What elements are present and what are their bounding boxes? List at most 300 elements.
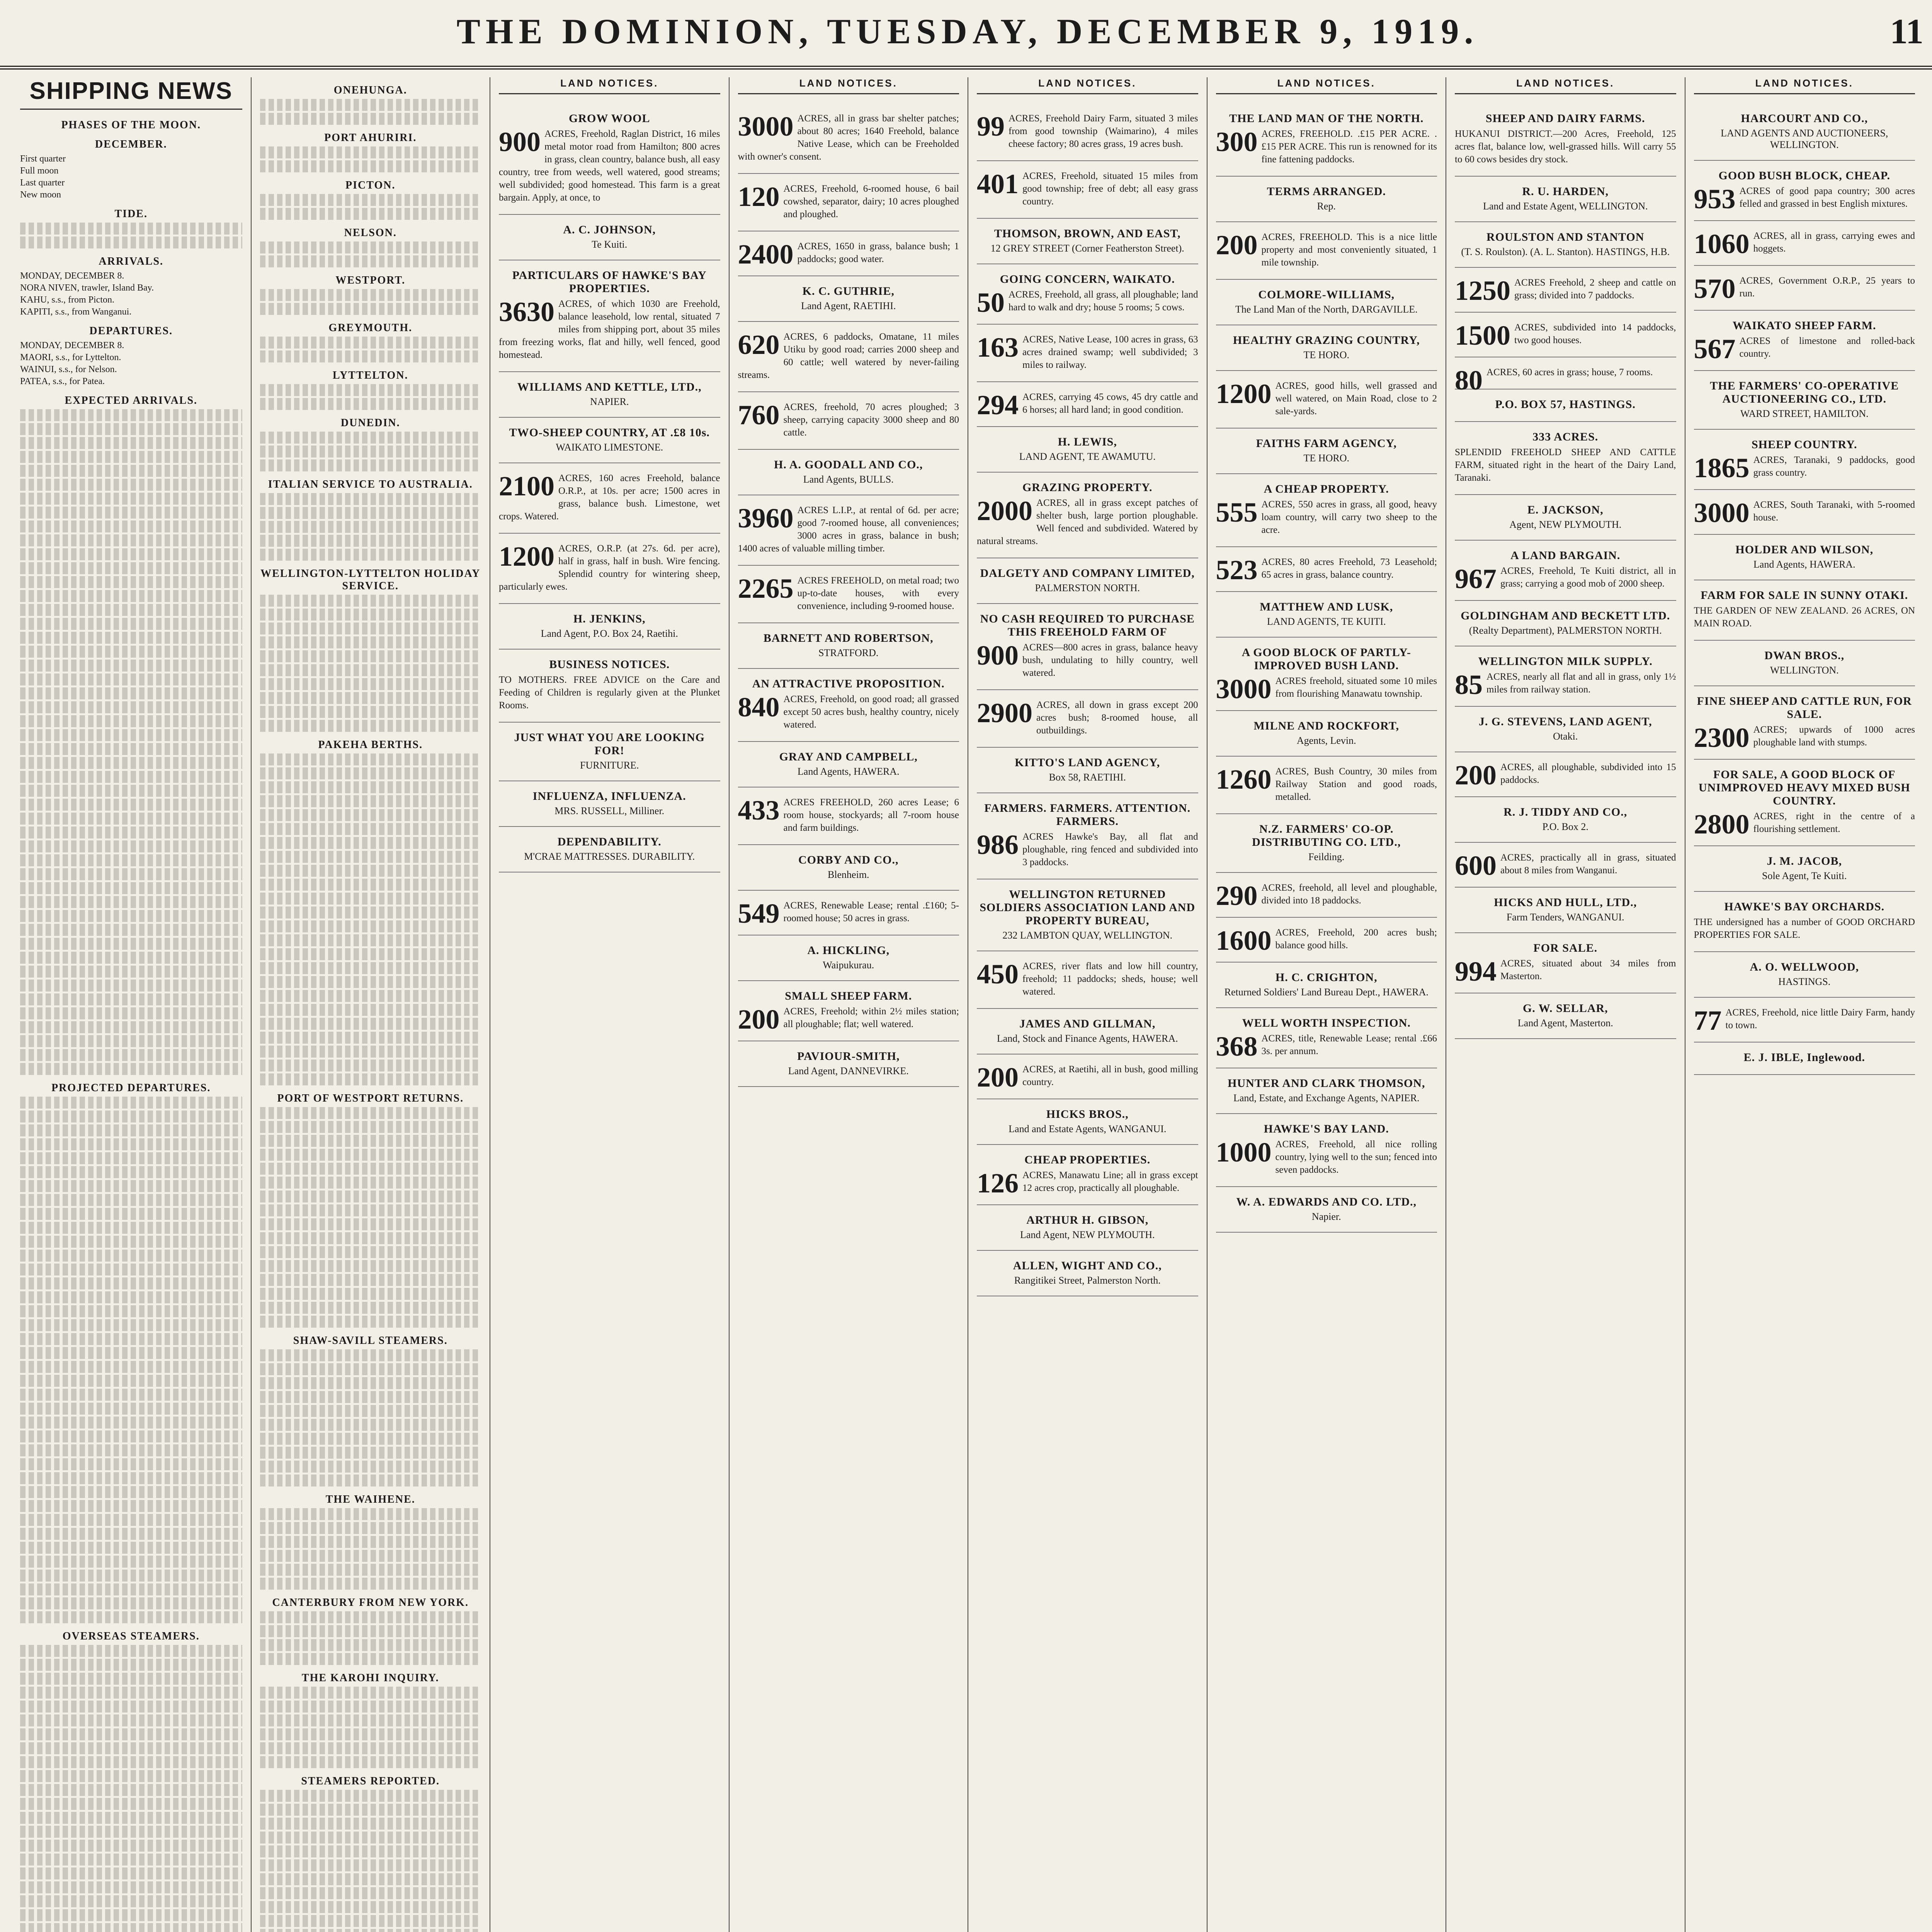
ad-body: HUKANUI DISTRICT.—200 Acres, Freehold, 125 acres flat, balance low, well-grassed hills. Will carry 55 to 60 cows besides dry stock.: [1455, 129, 1676, 165]
land-advertisement: [499, 215, 720, 260]
land-advertisement: [499, 463, 720, 534]
ad-title: JAMES AND GILLMAN,: [1019, 1017, 1156, 1030]
ad-paragraph: [738, 239, 959, 270]
ad-body: ACRES, 60 acres in grass; house, 7 rooms.: [1486, 367, 1653, 378]
ad-body: ACRES, right in the centre of a flourishing settlement.: [1753, 811, 1915, 834]
land-advertisement: [1216, 1114, 1437, 1187]
moon-phase: First quarter: [20, 154, 66, 164]
ad-title: KITTO'S LAND AGENCY,: [1015, 756, 1160, 769]
ad-paragraph: [977, 333, 1198, 371]
land-advertisement: [977, 104, 1198, 161]
ad-paragraph: [1216, 554, 1437, 585]
ad-acreage: 50: [977, 287, 1005, 318]
ad-acreage: 163: [977, 332, 1019, 363]
ad-subline: Land Agents, HAWERA.: [797, 766, 900, 777]
ad-subline: Te Kuiti.: [592, 239, 628, 250]
land-advertisement: [1216, 547, 1437, 592]
ad-acreage: 953: [1694, 184, 1736, 214]
land-advertisement: [499, 104, 720, 215]
ad-acreage: 200: [1455, 760, 1497, 791]
ad-title: HICKS AND HULL, LTD.,: [1494, 896, 1637, 909]
arrivals-list: [20, 270, 242, 318]
ad-title: GRAZING PROPERTY.: [1022, 481, 1153, 494]
ad-subline: (T. S. Roulston). (A. L. Stanton). HASTINGS, H.B.: [1461, 246, 1670, 257]
ad-title: THOMSON, BROWN, AND EAST,: [994, 227, 1181, 240]
ad-title: NO CASH REQUIRED TO PURCHASE THIS FREEHOLD FARM OF: [980, 612, 1195, 638]
land-advertisement: [1216, 104, 1437, 177]
ad-subline: WARD STREET, HAMILTON.: [1740, 408, 1869, 419]
ad-title: H. LEWIS,: [1058, 435, 1117, 448]
ad-body: ACRES, freehold, 70 acres ploughed; 3 sheep, carrying capacity 3000 sheep and 80 cattle.: [783, 402, 959, 438]
projected-heading: PROJECTED DEPARTURES.: [51, 1082, 211, 1094]
ad-title: H. C. CRIGHTON,: [1275, 971, 1378, 984]
ad-paragraph: [1455, 669, 1676, 700]
news-heading: PAKEHA BERTHS.: [318, 739, 423, 751]
ad-body: ACRES, all in grass, carrying ewes and hoggets.: [1753, 231, 1915, 254]
column-land-notices-2: [729, 77, 968, 1932]
column-land-notices-3: [968, 77, 1207, 1932]
moon-phase: Last quarter: [20, 178, 65, 188]
ad-title: FARMERS. FARMERS. ATTENTION. FARMERS.: [984, 802, 1191, 828]
ad-acreage: 300: [1216, 126, 1258, 157]
ad-title: FOR SALE, A GOOD BLOCK OF UNIMPROVED HEAVY MIXED BUSH COUNTRY.: [1698, 768, 1910, 807]
ad-body: ACRES, river flats and low hill country, freehold; 11 paddocks; sheds, house; well watered.: [1022, 961, 1198, 997]
land-advertisement: [738, 742, 959, 787]
ad-paragraph: [1455, 760, 1676, 791]
port-heading: DUNEDIN.: [340, 417, 400, 429]
land-advertisement: [1694, 161, 1915, 221]
land-advertisement: [977, 1009, 1198, 1054]
ad-paragraph: [1216, 498, 1437, 536]
land-advertisement: [499, 372, 720, 418]
ad-subline: HASTINGS.: [1778, 976, 1831, 987]
ad-acreage: 1060: [1694, 228, 1750, 259]
ad-paragraph: [1216, 765, 1437, 803]
ad-title: FOR SALE.: [1533, 942, 1598, 954]
ad-title: HICKS BROS.,: [1046, 1108, 1129, 1121]
ad-body: ACRES, all ploughable, subdivided into 15 paddocks.: [1500, 762, 1676, 785]
overseas-heading: OVERSEAS STEAMERS.: [62, 1630, 200, 1642]
land-advertisement: [738, 322, 959, 392]
ad-subline: Blenheim.: [827, 869, 869, 880]
land-advertisement: [977, 748, 1198, 793]
land-advertisement: [1694, 371, 1915, 430]
ad-acreage: 994: [1455, 956, 1497, 987]
ad-paragraph: [977, 830, 1198, 869]
ad-subline: Returned Soldiers' Land Bureau Dept., HAWERA.: [1224, 986, 1429, 998]
ad-title: WELL WORTH INSPECTION.: [1242, 1017, 1411, 1029]
land-advertisement: [738, 669, 959, 742]
ad-acreage: 2300: [1694, 722, 1750, 753]
land-advertisement: [738, 231, 959, 276]
ad-acreage: 620: [738, 329, 780, 360]
ad-title: PAVIOUR-SMITH,: [797, 1050, 900, 1063]
ad-paragraph: [977, 1168, 1198, 1199]
departure-line: WAINUI, s.s., for Nelson.: [20, 364, 117, 374]
ad-title: FINE SHEEP AND CATTLE RUN, FOR SALE.: [1697, 695, 1912, 721]
land-advertisement: [1694, 641, 1915, 686]
ad-subline: Land Agent, P.O. Box 24, Raetihi.: [541, 628, 678, 639]
land-advertisement: [1694, 952, 1915, 998]
column-shipping-continued: [251, 77, 490, 1932]
ad-title: WELLINGTON MILK SUPPLY.: [1478, 655, 1653, 668]
moon-phase: New moon: [20, 190, 61, 200]
ad-acreage: 555: [1216, 497, 1258, 528]
ad-paragraph: [1694, 452, 1915, 483]
port-heading: WESTPORT.: [335, 274, 406, 286]
arrival-line: MONDAY, DECEMBER 8.: [20, 271, 124, 281]
land-advertisement: [1455, 752, 1676, 797]
column-land-notices-5: [1446, 77, 1685, 1932]
ad-acreage: 986: [977, 829, 1019, 860]
land-advertisement: [977, 1054, 1198, 1099]
news-heading: PORT OF WESTPORT RETURNS.: [277, 1092, 464, 1104]
ad-subline: Land, Estate, and Exchange Agents, NAPIER.: [1233, 1092, 1420, 1104]
ad-title: E. JACKSON,: [1527, 503, 1604, 516]
ad-title: CHEAP PROPERTIES.: [1024, 1153, 1151, 1166]
ad-acreage: 200: [1216, 230, 1258, 260]
ad-paragraph: [738, 182, 959, 221]
ad-body: ACRES, Renewable Lease; rental .£160; 5-roomed house; 50 acres in grass.: [783, 900, 959, 923]
land-advertisement: [1216, 325, 1437, 371]
ad-title: TERMS ARRANGED.: [1267, 185, 1386, 198]
news-heading: CANTERBURY FROM NEW YORK.: [272, 1597, 469, 1609]
land-advertisement: [977, 690, 1198, 748]
land-advertisement: [1455, 646, 1676, 707]
ad-paragraph: [977, 287, 1198, 318]
ad-title: HAWKE'S BAY LAND.: [1264, 1122, 1389, 1135]
ad-subline: (Realty Department), PALMERSTON NORTH.: [1469, 625, 1662, 636]
ad-title: ALLEN, WIGHT AND CO.,: [1013, 1259, 1162, 1272]
ad-acreage: 840: [738, 692, 780, 723]
port-heading: GREYMOUTH.: [328, 322, 413, 334]
ad-paragraph: [1694, 1005, 1915, 1036]
land-advertisement: [977, 951, 1198, 1009]
ad-acreage: 2100: [499, 471, 554, 502]
land-advertisement: [1455, 797, 1676, 843]
land-advertisement: [977, 427, 1198, 473]
ad-body: ACRES, Government O.R.P., 25 years to run.: [1739, 276, 1915, 299]
land-advertisement: [977, 219, 1198, 264]
land-advertisement: [1694, 998, 1915, 1043]
land-advertisement: [1694, 221, 1915, 266]
ad-acreage: 3000: [1216, 673, 1272, 704]
ad-paragraph: [1216, 1138, 1437, 1176]
ad-subline: M'CRAE MATTRESSES. DURABILITY.: [524, 851, 695, 862]
ad-title: 333 ACRES.: [1532, 430, 1599, 443]
port-heading: NELSON.: [344, 227, 397, 239]
land-advertisement: [1216, 592, 1437, 638]
ad-title: HEALTHY GRAZING COUNTRY,: [1233, 334, 1420, 347]
ad-paragraph: [738, 574, 959, 612]
land-advertisement: [977, 161, 1198, 219]
land-advertisement: [977, 879, 1198, 951]
ad-paragraph: [1694, 497, 1915, 528]
land-advertisement: [1455, 422, 1676, 495]
ad-title: A. HICKLING,: [807, 944, 890, 957]
ad-paragraph: [738, 1004, 959, 1035]
ad-paragraph: [1216, 128, 1437, 166]
land-advertisement: [1455, 357, 1676, 396]
ad-acreage: 1200: [499, 541, 554, 572]
ad-body: SPLENDID FREEHOLD SHEEP AND CATTLE FARM, situated right in the heart of the Dairy Land, Taranaki.: [1455, 447, 1676, 483]
ad-acreage: 1000: [1216, 1137, 1272, 1168]
ad-subline: The Land Man of the North, DARGAVILLE.: [1235, 304, 1418, 315]
month-heading: DECEMBER.: [95, 138, 167, 150]
land-advertisement: [1694, 846, 1915, 892]
ad-title: MILNE AND ROCKFORT,: [1253, 719, 1400, 732]
ad-title: ARTHUR H. GIBSON,: [1026, 1214, 1149, 1226]
port-heading: PICTON.: [345, 179, 396, 191]
news-heading: WELLINGTON-LYTTELTON HOLIDAY SERVICE.: [260, 568, 481, 592]
ad-body: ACRES of good papa country; 300 acres felled and grassed in best English mixtures.: [1739, 186, 1915, 209]
moon-phase: Full moon: [20, 166, 59, 176]
ad-subline: LAND AGENT, TE AWAMUTU.: [1019, 451, 1156, 462]
ad-acreage: 368: [1216, 1031, 1258, 1062]
ad-body: ACRES; upwards of 1000 acres ploughable land with stumps.: [1753, 724, 1915, 748]
ad-subline: Waipukurau.: [823, 959, 874, 971]
land-advertisement: [738, 450, 959, 495]
ad-title: GOING CONCERN, WAIKATO.: [1000, 273, 1175, 286]
ad-body: ACRES, Bush Country, 30 miles from Railway Station and good roads, metalled.: [1275, 766, 1437, 802]
ad-paragraph: [738, 330, 959, 381]
column-shipping: [12, 77, 251, 1932]
port-heading: LYTTELTON.: [332, 369, 408, 381]
ad-body: ACRES FREEHOLD, on metal road; two up-to-date houses, with every convenience, including 9-roomed house.: [797, 575, 959, 611]
land-advertisement: [499, 534, 720, 604]
ad-title: R. U. HARDEN,: [1522, 185, 1609, 198]
land-advertisement: [1694, 104, 1915, 161]
land-advertisement: [1694, 686, 1915, 760]
ad-paragraph: [1216, 1031, 1437, 1062]
ad-acreage: 200: [738, 1004, 780, 1035]
land-advertisement: [1216, 814, 1437, 873]
ad-body: ACRES, Freehold, all nice rolling country, lying well to the sun; fenced into seven paddocks.: [1275, 1139, 1437, 1175]
ad-body: ACRES, FREEHOLD. This is a nice little property and most conveniently situated, 1 mile township.: [1261, 232, 1437, 268]
ad-title: A. O. WELLWOOD,: [1750, 961, 1859, 973]
land-advertisement: [977, 325, 1198, 382]
ad-body: ACRES, Freehold Dairy Farm, situated 3 miles from good township (Waimarino), 4 miles cheese factory; 80 acres grass, 19 acres bush.: [1009, 113, 1198, 149]
ad-paragraph: [1694, 809, 1915, 840]
page-number: 11: [1890, 12, 1923, 51]
ad-paragraph: [1455, 850, 1676, 881]
ad-paragraph: [1694, 722, 1915, 753]
ad-body: ACRES freehold, situated some 10 miles from flourishing Manawatu township.: [1275, 676, 1437, 699]
land-advertisement: [1694, 430, 1915, 490]
ad-body: ACRES, of which 1030 are Freehold, balance leasehold, low rental, situated 7 miles from shipping port, about 35 miles from freezing works, flat and hilly, well fenced, good homestead.: [499, 299, 720, 360]
land-advertisement: [1455, 177, 1676, 222]
ad-body: ACRES Freehold, 2 sheep and cattle on grass; divided into 7 paddocks.: [1514, 277, 1676, 301]
land-advertisement: [1455, 888, 1676, 933]
ad-body: ACRES, Freehold, 200 acres bush; balance good hills.: [1275, 927, 1437, 951]
ad-acreage: 570: [1694, 273, 1736, 304]
land-advertisement: [499, 650, 720, 723]
ad-body: ACRES, O.R.P. (at 27s. 6d. per acre), half in grass, half in bush. Wire fencing. Splendid country for wintering sheep, particularly ewes.: [499, 543, 720, 592]
ad-title: GRAY AND CAMPBELL,: [779, 750, 918, 763]
land-advertisement: [1455, 541, 1676, 601]
ad-acreage: 126: [977, 1168, 1019, 1199]
ad-paragraph: [738, 898, 959, 929]
section-heading: LAND NOTICES.: [499, 77, 720, 94]
ad-body: ACRES, Freehold, on good road; all grassed except 50 acres bush, healthy country, nicely watered.: [783, 694, 959, 730]
ad-title: BARNETT AND ROBERTSON,: [763, 632, 934, 645]
ad-subline: Napier.: [1311, 1211, 1341, 1222]
ad-body: ACRES, all down in grass except 200 acres bush; 8-roomed house, all outbuildings.: [1036, 700, 1198, 736]
land-advertisement: [738, 623, 959, 669]
ad-body: ACRES, Freehold, Te Kuiti district, all in grass; carrying a good mob of 2000 sheep.: [1500, 566, 1676, 589]
departure-line: MAORI, s.s., for Lyttelton.: [20, 352, 121, 362]
land-advertisement: [1216, 1187, 1437, 1233]
ad-subline: PALMERSTON NORTH.: [1035, 582, 1140, 594]
ad-body: ACRES, 550 acres in grass, all good, heavy loam country, will carry two sheep to the acre.: [1261, 499, 1437, 535]
section-heading: LAND NOTICES.: [1455, 77, 1676, 94]
ad-subline: Land Agents, HAWERA.: [1753, 559, 1855, 570]
ad-subline: TE HORO.: [1303, 349, 1349, 361]
land-advertisement: [1694, 1043, 1915, 1075]
ad-paragraph: [977, 389, 1198, 420]
ad-paragraph: [738, 693, 959, 731]
port-heading: PORT AHURIRI.: [324, 132, 417, 144]
land-advertisement: [1455, 843, 1676, 888]
shipping-title: SHIPPING NEWS: [20, 77, 242, 110]
departures-heading: DEPARTURES.: [89, 325, 173, 337]
ad-paragraph: [1455, 365, 1676, 396]
ad-acreage: 1250: [1455, 275, 1510, 306]
arrival-line: NORA NIVEN, trawler, Island Bay.: [20, 283, 154, 293]
land-advertisement: [1216, 280, 1437, 325]
ad-paragraph: [1694, 228, 1915, 259]
ad-title: P.O. BOX 57, HASTINGS.: [1495, 398, 1636, 411]
ad-subline: Farm Tenders, WANGANUI.: [1506, 912, 1624, 923]
ad-acreage: 1200: [1216, 378, 1272, 409]
ad-title: WILLIAMS AND KETTLE, LTD.,: [517, 381, 702, 393]
ad-title: DALGETY AND COMPANY LIMITED,: [980, 567, 1195, 580]
land-advertisement: [977, 604, 1198, 690]
feature-heading: ITALIAN SERVICE TO AUSTRALIA.: [268, 478, 473, 490]
ad-title: INFLUENZA, INFLUENZA.: [532, 790, 686, 803]
land-advertisement: [977, 1099, 1198, 1145]
land-advertisement: [1216, 873, 1437, 918]
column-land-notices-6: [1685, 77, 1924, 1932]
ad-body: ACRES Hawke's Bay, all flat and ploughable, ring fenced and subdivided into 3 paddocks.: [1022, 832, 1198, 867]
ad-title: GOOD BUSH BLOCK, CHEAP.: [1718, 169, 1890, 182]
ad-acreage: 600: [1455, 850, 1497, 881]
ad-body: THE undersigned has a number of GOOD ORCHARD PROPERTIES FOR SALE.: [1694, 917, 1915, 940]
ad-subline: Otaki.: [1553, 731, 1578, 742]
ad-body: ACRES, nearly all flat and all in grass, only 1½ miles from railway station.: [1486, 672, 1676, 695]
ad-title: J. M. JACOB,: [1767, 855, 1842, 867]
ad-subline: Land, Stock and Finance Agents, HAWERA.: [997, 1033, 1178, 1044]
land-advertisement: [738, 935, 959, 981]
ad-subline: Box 58, RAETIHI.: [1049, 772, 1126, 783]
ad-subline: LAND AGENTS AND AUCTIONEERS, WELLINGTON.: [1721, 128, 1888, 150]
ad-body: ACRES, carrying 45 cows, 45 dry cattle and 6 horses; all hard land; in good condition.: [1022, 392, 1198, 415]
ad-title: HAWKE'S BAY ORCHARDS.: [1724, 900, 1885, 913]
ad-acreage: 1260: [1216, 764, 1272, 795]
ad-subline: Land Agents, BULLS.: [803, 474, 894, 485]
ad-paragraph: [499, 472, 720, 523]
land-advertisement: [977, 558, 1198, 604]
ad-body: ACRES—800 acres in grass, balance heavy bush, undulating to hilly country, well watered.: [1022, 642, 1198, 678]
section-heading: LAND NOTICES.: [1694, 77, 1915, 94]
ad-subline: Land and Estate Agent, WELLINGTON.: [1483, 201, 1648, 212]
ad-acreage: 294: [977, 389, 1019, 420]
ad-paragraph: [1455, 563, 1676, 594]
ad-title: H. JENKINS,: [573, 612, 646, 625]
ad-body: ACRES FREEHOLD, 260 acres Lease; 6 room house, stockyards; all 7-room house and farm buildings.: [783, 797, 959, 833]
ad-body: ACRES, 160 acres Freehold, balance O.R.P., at 10s. per acre; 1500 acres in grass, balance bush. Limestone, wet crops. Watered.: [499, 473, 720, 522]
ad-title: N.Z. FARMERS' CO-OP. DISTRIBUTING CO. LTD.,: [1252, 823, 1401, 849]
section-heading: LAND NOTICES.: [738, 77, 959, 94]
ad-body: ACRES, at Raetihi, all in bush, good milling country.: [1022, 1064, 1198, 1087]
land-advertisement: [1216, 429, 1437, 474]
ad-body: ACRES, Freehold; within 2½ miles station; all ploughable; flat; well watered.: [783, 1006, 959, 1029]
ad-subline: 232 LAMBTON QUAY, WELLINGTON.: [1002, 930, 1173, 941]
land-advertisement: [1216, 177, 1437, 222]
section-heading: LAND NOTICES.: [1216, 77, 1437, 94]
ad-title: A. C. JOHNSON,: [563, 223, 656, 236]
ad-subline: Agent, NEW PLYMOUTH.: [1509, 519, 1622, 530]
ad-title: WAIKATO SHEEP FARM.: [1732, 319, 1876, 332]
ad-body: ACRES, Native Lease, 100 acres in grass, 63 acres drained swamp; well subdivided; 3 miles to railway.: [1022, 334, 1198, 370]
ad-body: ACRES, South Taranaki, with 5-roomed house.: [1753, 500, 1915, 523]
ad-acreage: 401: [977, 168, 1019, 199]
ad-subline: Land Agent, Masterton.: [1517, 1017, 1613, 1029]
land-advertisement: [1216, 918, 1437, 963]
ad-subline: WELLINGTON.: [1770, 665, 1839, 676]
ad-acreage: 450: [977, 959, 1019, 990]
land-advertisement: [1216, 371, 1437, 429]
land-advertisement: [977, 264, 1198, 325]
land-advertisement: [977, 382, 1198, 427]
ad-title: DEPENDABILITY.: [557, 835, 662, 848]
ad-body: ACRES, freehold, all level and ploughable, divided into 18 paddocks.: [1261, 883, 1437, 906]
ad-title: MATTHEW AND LUSK,: [1260, 600, 1393, 613]
ad-paragraph: [1694, 184, 1915, 214]
ad-title: THE FARMERS' CO-OPERATIVE AUCTIONEERING CO., LTD.: [1710, 379, 1899, 405]
ad-title: GROW WOOL: [569, 112, 650, 125]
land-advertisement: [738, 392, 959, 450]
land-advertisement: [499, 723, 720, 781]
ad-subline: Land Agent, NEW PLYMOUTH.: [1020, 1229, 1155, 1240]
ad-acreage: 1500: [1455, 320, 1510, 351]
ad-title: ROULSTON AND STANTON: [1486, 231, 1645, 243]
ad-acreage: 80: [1455, 365, 1483, 396]
land-advertisement: [1216, 711, 1437, 757]
columns: [12, 77, 1923, 1932]
ad-body: ACRES L.I.P., at rental of 6d. per acre; good 7-roomed house, all conveniences; 3000 acres in grass, balance in bush; 1400 acres of valuable milling timber.: [738, 505, 959, 554]
ad-paragraph: [1455, 275, 1676, 306]
land-advertisement: [738, 891, 959, 935]
ad-paragraph: [977, 170, 1198, 208]
land-advertisement: [1694, 311, 1915, 371]
ad-body: ACRES, all in grass bar shelter patches; about 80 acres; 1640 Freehold, balance Native Lease, which can be Freeholded with owner's consent.: [738, 113, 959, 162]
ad-paragraph: [738, 796, 959, 834]
ad-body: ACRES, all in grass except patches of shelter bush, large portion ploughable. Well fenced and subdivided. Watered by natural streams.: [977, 498, 1198, 546]
expected-heading: EXPECTED ARRIVALS.: [65, 395, 198, 406]
departure-line: PATEA, s.s., for Patea.: [20, 376, 105, 386]
ad-acreage: 85: [1455, 669, 1483, 700]
land-advertisement: [1216, 638, 1437, 711]
land-advertisement: [499, 260, 720, 372]
ad-body: ACRES, Freehold, situated 15 miles from good township; free of debt; all easy grass country.: [1022, 171, 1198, 207]
ad-subline: Land Agent, RAETIHI.: [801, 300, 896, 311]
land-advertisement: [738, 276, 959, 322]
ad-paragraph: [499, 542, 720, 593]
ad-paragraph: [1216, 231, 1437, 269]
land-advertisement: [499, 604, 720, 650]
land-advertisement: [977, 473, 1198, 558]
